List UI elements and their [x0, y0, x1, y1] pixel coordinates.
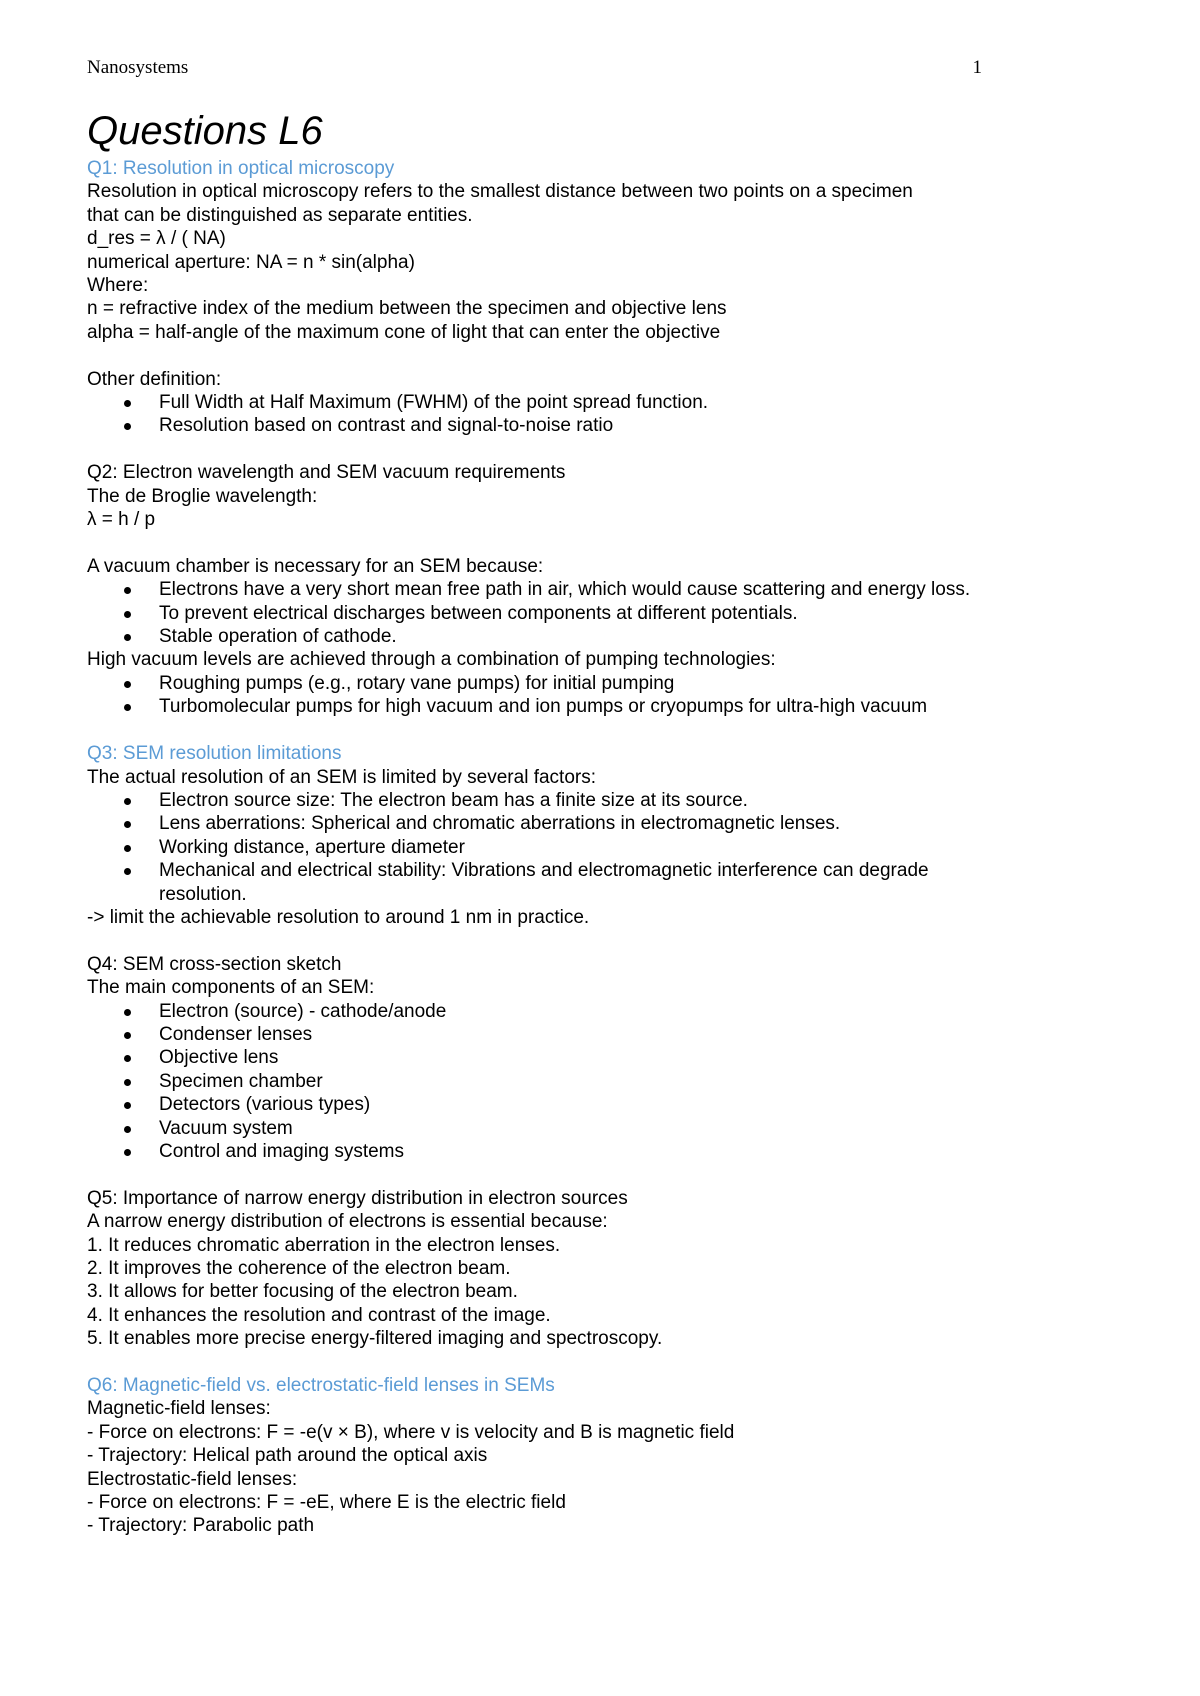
list-item: Control and imaging systems: [87, 1140, 999, 1163]
bullet-icon: [124, 681, 131, 688]
q5-numbered-item: 4. It enhances the resolution and contrast of the image.: [87, 1304, 551, 1326]
q5-numbered-item: 3. It allows for better focusing of the electron beam.: [87, 1281, 518, 1303]
q3-conclusion: -> limit the achievable resolution to around 1 nm in practice.: [87, 906, 590, 928]
list-item: Turbomolecular pumps for high vacuum and ion pumps or cryopumps for ultra-high vacuum: [87, 695, 999, 718]
q1-heading: Q1: Resolution in optical microscopy: [87, 158, 395, 179]
q6-line: - Force on electrons: F = -eE, where E is the electric field: [87, 1492, 566, 1514]
q6-heading: Q6: Magnetic-field vs. electrostatic-field lenses in SEMs: [87, 1375, 555, 1397]
spacer: [87, 929, 987, 952]
bullet-icon: [124, 1055, 131, 1062]
q1-line: that can be distinguished as separate entities.: [87, 204, 473, 226]
q3-heading: Q3: SEM resolution limitations: [87, 743, 342, 765]
list-item: Roughing pumps (e.g., rotary vane pumps) for initial pumping: [87, 672, 999, 695]
spacer: [87, 1163, 987, 1186]
bullet-icon: [124, 587, 131, 594]
q4-bullet-list: [87, 1000, 987, 1164]
q5-numbered-item: 1. It reduces chromatic aberration in the electron lenses.: [87, 1234, 561, 1256]
list-item: Electron (source) - cathode/anode: [87, 1000, 999, 1023]
q2-heading: Q2: Electron wavelength and SEM vacuum requirements: [87, 462, 566, 484]
spacer: [87, 531, 987, 554]
q5-intro: A narrow energy distribution of electrons is essential because:: [87, 1211, 608, 1233]
bullet-icon: [124, 704, 131, 711]
spacer: [87, 719, 987, 742]
q5-numbered-item: 2. It improves the coherence of the electron beam.: [87, 1258, 511, 1279]
q5-heading: Q5: Importance of narrow energy distribution in electron sources: [87, 1187, 628, 1209]
q2-vacuum-intro: A vacuum chamber is necessary for an SEM because:: [87, 555, 544, 577]
q6-line: - Trajectory: Parabolic path: [87, 1515, 315, 1537]
list-item: Detectors (various types): [87, 1093, 999, 1116]
list-item: Lens aberrations: Spherical and chromatic aberrations in electromagnetic lenses.: [87, 812, 999, 835]
q2-line: λ = h / p: [87, 509, 156, 531]
list-item: Mechanical and electrical stability: Vibrations and electromagnetic interference can degrade resolution.: [87, 859, 999, 906]
list-item: Electron source size: The electron beam has a finite size at its source.: [87, 789, 999, 812]
q2-vacuum-list: [87, 578, 987, 648]
list-item: Working distance, aperture diameter: [87, 836, 999, 859]
q3-bullet-list: [87, 789, 987, 906]
q1-line: Where:: [87, 275, 149, 297]
spacer: [87, 1351, 987, 1374]
bullet-icon: [124, 821, 131, 828]
bullet-icon: [124, 1032, 131, 1039]
q1-line: n = refractive index of the medium between the specimen and objective lens: [87, 298, 727, 320]
bullet-icon: [124, 1079, 131, 1086]
q4-heading: Q4: SEM cross-section sketch: [87, 953, 342, 975]
q1-bullet-list: [87, 391, 987, 438]
q6-line: Electrostatic-field lenses:: [87, 1468, 298, 1490]
bullet-icon: [124, 1149, 131, 1156]
q6-line: - Trajectory: Helical path around the optical axis: [87, 1445, 488, 1467]
q2-line: The de Broglie wavelength:: [87, 485, 318, 507]
q1-line: numerical aperture: NA = n * sin(alpha): [87, 251, 415, 273]
header-course-name: Nanosystems: [87, 57, 189, 78]
document-body: [87, 108, 987, 1538]
q5-numbered-item: 5. It enables more precise energy-filtered imaging and spectroscopy.: [87, 1328, 663, 1350]
list-item: Vacuum system: [87, 1117, 999, 1140]
bullet-icon: [124, 1126, 131, 1133]
q1-line: Resolution in optical microscopy refers to the smallest distance between two points on a specimen: [87, 181, 913, 203]
bullet-icon: [124, 1009, 131, 1016]
bullet-icon: [124, 400, 131, 407]
bullet-icon: [124, 1102, 131, 1109]
q2-pump-list: [87, 672, 987, 719]
q6-line: Magnetic-field lenses:: [87, 1398, 271, 1420]
q6-line: - Force on electrons: F = -e(v × B), where v is velocity and B is magnetic field: [87, 1421, 735, 1443]
q3-intro: The actual resolution of an SEM is limited by several factors:: [87, 766, 597, 788]
list-item: Full Width at Half Maximum (FWHM) of the point spread function.: [87, 391, 999, 414]
q1-other-label: Other definition:: [87, 368, 222, 390]
list-item: Condenser lenses: [87, 1023, 999, 1046]
bullet-icon: [124, 845, 131, 852]
q1-line: d_res = λ / ( NA): [87, 228, 226, 250]
list-item: Electrons have a very short mean free path in air, which would cause scattering and energy loss.: [87, 578, 999, 601]
bullet-icon: [124, 798, 131, 805]
list-item: Resolution based on contrast and signal-to-noise ratio: [87, 414, 999, 437]
list-item: Objective lens: [87, 1046, 999, 1069]
header-page-number: 1: [972, 57, 982, 78]
list-item: Stable operation of cathode.: [87, 625, 999, 648]
q2-pump-intro: High vacuum levels are achieved through a combination of pumping technologies:: [87, 649, 776, 671]
page-header: [87, 57, 982, 83]
bullet-icon: [124, 611, 131, 618]
list-item: Specimen chamber: [87, 1070, 999, 1093]
spacer: [87, 438, 987, 461]
list-item: To prevent electrical discharges between components at different potentials.: [87, 602, 999, 625]
bullet-icon: [124, 423, 131, 430]
bullet-icon: [124, 868, 131, 875]
spacer: [87, 344, 987, 367]
q4-intro: The main components of an SEM:: [87, 977, 375, 999]
bullet-icon: [124, 634, 131, 641]
document-title: Questions L6: [87, 109, 323, 153]
q1-line: alpha = half-angle of the maximum cone of light that can enter the objective: [87, 321, 721, 343]
